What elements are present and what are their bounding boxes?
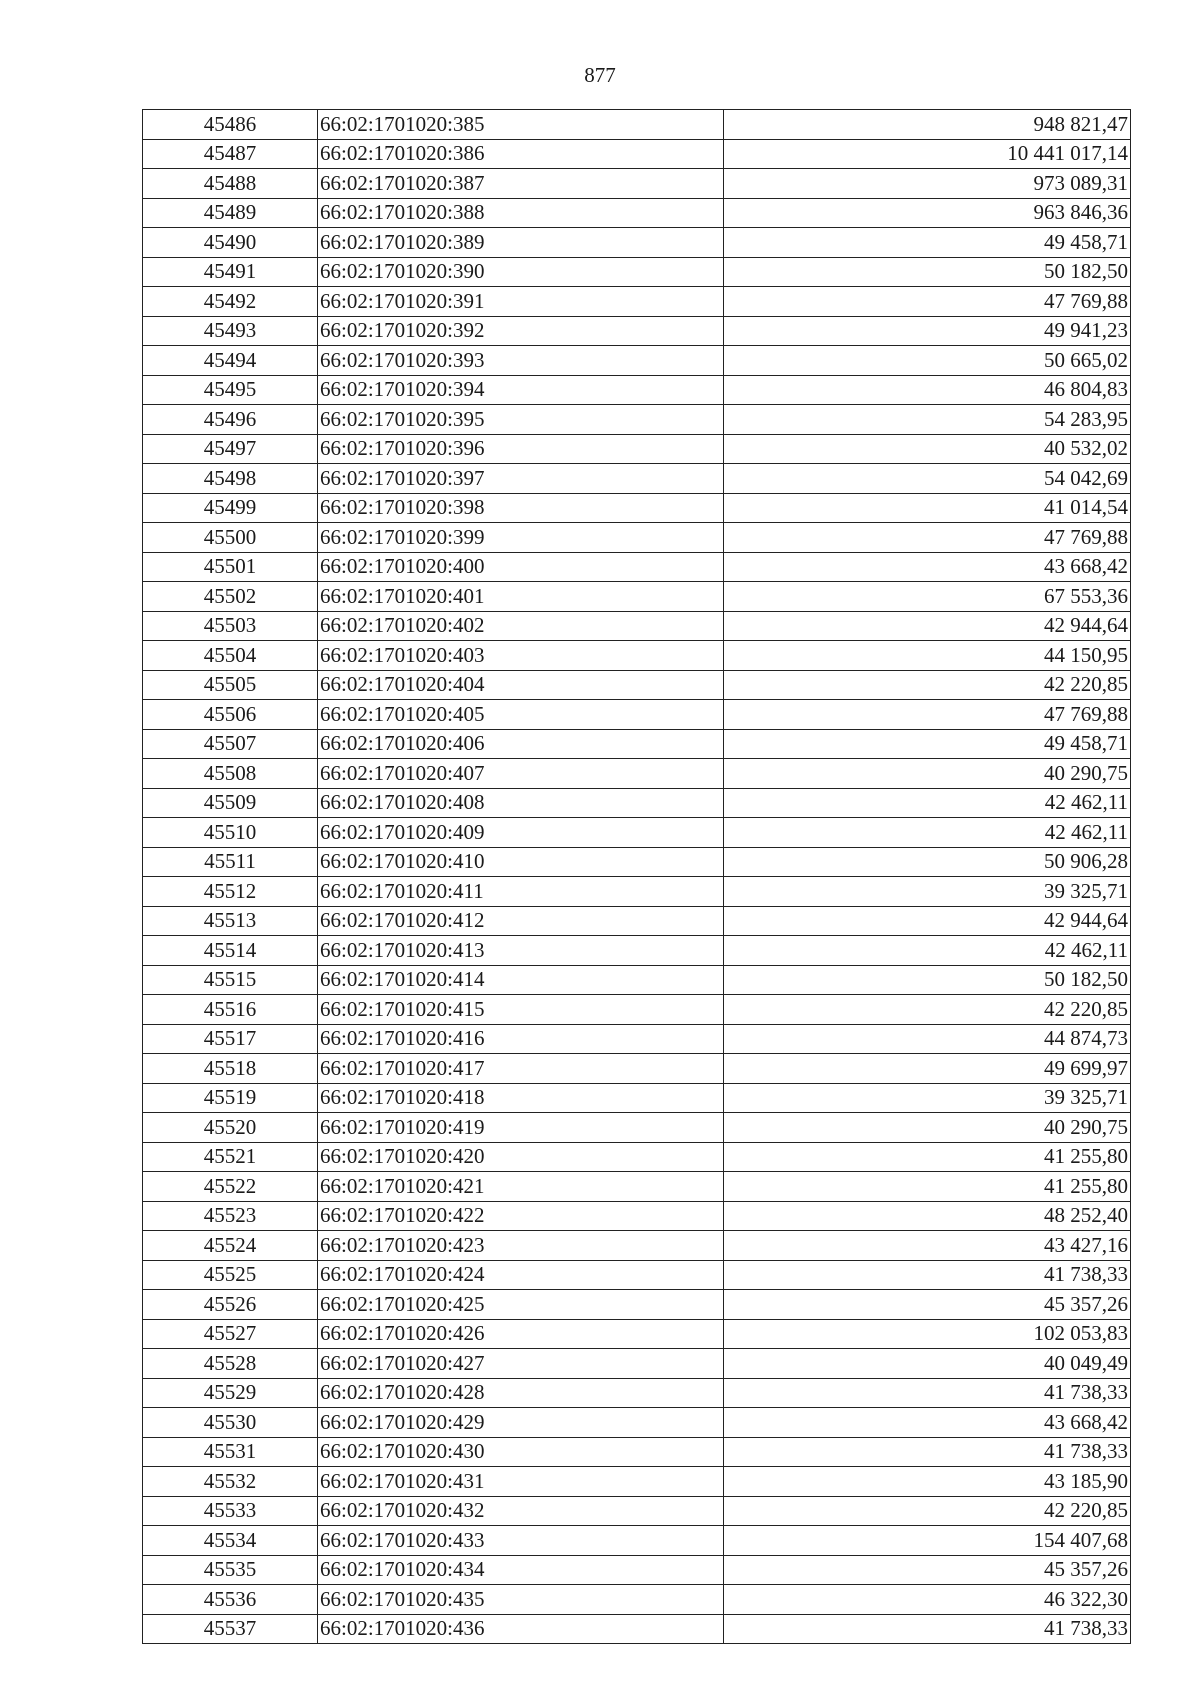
- cadastral-value-cell: 40 290,75: [724, 759, 1131, 789]
- cadastral-value-cell: 41 255,80: [724, 1142, 1131, 1172]
- table-row: [143, 1290, 1131, 1320]
- table-row: [143, 1172, 1131, 1202]
- cadastral-value-cell: 154 407,68: [724, 1526, 1131, 1556]
- table-row: [143, 110, 1131, 140]
- cadastral-number-cell: 66:02:1701020:415: [318, 995, 724, 1025]
- table-row: [143, 552, 1131, 582]
- row-number-cell: 45503: [143, 611, 318, 641]
- cadastral-number-cell: 66:02:1701020:434: [318, 1555, 724, 1585]
- cadastral-value-cell: 47 769,88: [724, 700, 1131, 730]
- cadastral-value-cell: 47 769,88: [724, 523, 1131, 553]
- cadastral-value-cell: 42 462,11: [724, 788, 1131, 818]
- cadastral-value-cell: 102 053,83: [724, 1319, 1131, 1349]
- cadastral-value-cell: 67 553,36: [724, 582, 1131, 612]
- table-row: [143, 1083, 1131, 1113]
- cadastral-number-cell: 66:02:1701020:429: [318, 1408, 724, 1438]
- cadastral-number-cell: 66:02:1701020:423: [318, 1231, 724, 1261]
- cadastral-number-cell: 66:02:1701020:420: [318, 1142, 724, 1172]
- table-row: [143, 1054, 1131, 1084]
- row-number-cell: 45527: [143, 1319, 318, 1349]
- row-number-cell: 45519: [143, 1083, 318, 1113]
- table-row: [143, 1260, 1131, 1290]
- row-number-cell: 45493: [143, 316, 318, 346]
- cadastral-number-cell: 66:02:1701020:406: [318, 729, 724, 759]
- cadastral-number-cell: 66:02:1701020:431: [318, 1467, 724, 1497]
- row-number-cell: 45522: [143, 1172, 318, 1202]
- cadastral-number-cell: 66:02:1701020:390: [318, 257, 724, 287]
- cadastral-value-cell: 973 089,31: [724, 169, 1131, 199]
- row-number-cell: 45489: [143, 198, 318, 228]
- cadastral-value-cell: 50 665,02: [724, 346, 1131, 376]
- cadastral-number-cell: 66:02:1701020:411: [318, 877, 724, 907]
- row-number-cell: 45488: [143, 169, 318, 199]
- row-number-cell: 45512: [143, 877, 318, 907]
- row-number-cell: 45505: [143, 670, 318, 700]
- cadastral-number-cell: 66:02:1701020:426: [318, 1319, 724, 1349]
- cadastral-value-cell: 948 821,47: [724, 110, 1131, 140]
- cadastral-number-cell: 66:02:1701020:419: [318, 1113, 724, 1143]
- row-number-cell: 45535: [143, 1555, 318, 1585]
- row-number-cell: 45521: [143, 1142, 318, 1172]
- table-row: [143, 1319, 1131, 1349]
- cadastral-number-cell: 66:02:1701020:422: [318, 1201, 724, 1231]
- cadastral-number-cell: 66:02:1701020:435: [318, 1585, 724, 1615]
- table-row: [143, 464, 1131, 494]
- cadastral-number-cell: 66:02:1701020:414: [318, 965, 724, 995]
- row-number-cell: 45504: [143, 641, 318, 671]
- row-number-cell: 45533: [143, 1496, 318, 1526]
- cadastral-value-cell: 40 532,02: [724, 434, 1131, 464]
- cadastral-value-cell: 41 738,33: [724, 1437, 1131, 1467]
- row-number-cell: 45508: [143, 759, 318, 789]
- cadastral-number-cell: 66:02:1701020:389: [318, 228, 724, 258]
- table-row: [143, 847, 1131, 877]
- row-number-cell: 45520: [143, 1113, 318, 1143]
- cadastral-value-cell: 963 846,36: [724, 198, 1131, 228]
- table-row: [143, 670, 1131, 700]
- cadastral-number-cell: 66:02:1701020:436: [318, 1614, 724, 1644]
- table-row: [143, 1555, 1131, 1585]
- cadastral-value-cell: 42 220,85: [724, 670, 1131, 700]
- table-body: [143, 110, 1131, 1644]
- row-number-cell: 45491: [143, 257, 318, 287]
- row-number-cell: 45513: [143, 906, 318, 936]
- cadastral-number-cell: 66:02:1701020:388: [318, 198, 724, 228]
- table-row: [143, 375, 1131, 405]
- cadastral-value-cell: 42 220,85: [724, 1496, 1131, 1526]
- cadastral-value-cell: 39 325,71: [724, 877, 1131, 907]
- row-number-cell: 45510: [143, 818, 318, 848]
- table-row: [143, 405, 1131, 435]
- cadastral-number-cell: 66:02:1701020:397: [318, 464, 724, 494]
- cadastral-value-cell: 44 150,95: [724, 641, 1131, 671]
- row-number-cell: 45531: [143, 1437, 318, 1467]
- cadastral-value-cell: 47 769,88: [724, 287, 1131, 317]
- table-row: [143, 818, 1131, 848]
- table-row: [143, 582, 1131, 612]
- cadastral-number-cell: 66:02:1701020:425: [318, 1290, 724, 1320]
- cadastral-value-cell: 54 283,95: [724, 405, 1131, 435]
- cadastral-value-table: [142, 109, 1131, 1644]
- table-row: [143, 1526, 1131, 1556]
- cadastral-value-cell: 42 462,11: [724, 818, 1131, 848]
- row-number-cell: 45486: [143, 110, 318, 140]
- row-number-cell: 45502: [143, 582, 318, 612]
- cadastral-value-cell: 45 357,26: [724, 1290, 1131, 1320]
- row-number-cell: 45518: [143, 1054, 318, 1084]
- row-number-cell: 45500: [143, 523, 318, 553]
- row-number-cell: 45494: [143, 346, 318, 376]
- table-row: [143, 1231, 1131, 1261]
- cadastral-number-cell: 66:02:1701020:403: [318, 641, 724, 671]
- cadastral-value-cell: 41 738,33: [724, 1614, 1131, 1644]
- row-number-cell: 45530: [143, 1408, 318, 1438]
- row-number-cell: 45532: [143, 1467, 318, 1497]
- cadastral-value-cell: 43 427,16: [724, 1231, 1131, 1261]
- cadastral-value-cell: 49 458,71: [724, 228, 1131, 258]
- table-row: [143, 936, 1131, 966]
- cadastral-value-cell: 42 944,64: [724, 906, 1131, 936]
- row-number-cell: 45515: [143, 965, 318, 995]
- table-row: [143, 1024, 1131, 1054]
- table-row: [143, 1585, 1131, 1615]
- cadastral-number-cell: 66:02:1701020:402: [318, 611, 724, 641]
- cadastral-value-cell: 42 462,11: [724, 936, 1131, 966]
- cadastral-number-cell: 66:02:1701020:410: [318, 847, 724, 877]
- row-number-cell: 45516: [143, 995, 318, 1025]
- cadastral-value-cell: 49 699,97: [724, 1054, 1131, 1084]
- row-number-cell: 45499: [143, 493, 318, 523]
- table-row: [143, 729, 1131, 759]
- cadastral-number-cell: 66:02:1701020:398: [318, 493, 724, 523]
- cadastral-value-cell: 54 042,69: [724, 464, 1131, 494]
- cadastral-number-cell: 66:02:1701020:396: [318, 434, 724, 464]
- cadastral-value-cell: 50 182,50: [724, 965, 1131, 995]
- cadastral-number-cell: 66:02:1701020:385: [318, 110, 724, 140]
- cadastral-number-cell: 66:02:1701020:400: [318, 552, 724, 582]
- cadastral-number-cell: 66:02:1701020:412: [318, 906, 724, 936]
- table-row: [143, 700, 1131, 730]
- cadastral-number-cell: 66:02:1701020:394: [318, 375, 724, 405]
- cadastral-value-cell: 41 014,54: [724, 493, 1131, 523]
- cadastral-number-cell: 66:02:1701020:408: [318, 788, 724, 818]
- row-number-cell: 45525: [143, 1260, 318, 1290]
- row-number-cell: 45506: [143, 700, 318, 730]
- cadastral-number-cell: 66:02:1701020:413: [318, 936, 724, 966]
- cadastral-value-cell: 41 738,33: [724, 1260, 1131, 1290]
- table-row: [143, 1614, 1131, 1644]
- cadastral-value-cell: 50 182,50: [724, 257, 1131, 287]
- table-row: [143, 198, 1131, 228]
- cadastral-number-cell: 66:02:1701020:404: [318, 670, 724, 700]
- cadastral-value-cell: 42 220,85: [724, 995, 1131, 1025]
- table-row: [143, 906, 1131, 936]
- cadastral-value-cell: 41 255,80: [724, 1172, 1131, 1202]
- row-number-cell: 45534: [143, 1526, 318, 1556]
- cadastral-value-cell: 10 441 017,14: [724, 139, 1131, 169]
- row-number-cell: 45517: [143, 1024, 318, 1054]
- table-row: [143, 611, 1131, 641]
- cadastral-number-cell: 66:02:1701020:401: [318, 582, 724, 612]
- table-row: [143, 169, 1131, 199]
- table-row: [143, 1378, 1131, 1408]
- cadastral-value-cell: 41 738,33: [724, 1378, 1131, 1408]
- row-number-cell: 45507: [143, 729, 318, 759]
- cadastral-value-cell: 50 906,28: [724, 847, 1131, 877]
- row-number-cell: 45528: [143, 1349, 318, 1379]
- table-row: [143, 1437, 1131, 1467]
- cadastral-value-cell: 46 804,83: [724, 375, 1131, 405]
- page-number: 877: [584, 63, 616, 87]
- table-row: [143, 965, 1131, 995]
- cadastral-number-cell: 66:02:1701020:392: [318, 316, 724, 346]
- cadastral-number-cell: 66:02:1701020:416: [318, 1024, 724, 1054]
- row-number-cell: 45495: [143, 375, 318, 405]
- cadastral-number-cell: 66:02:1701020:432: [318, 1496, 724, 1526]
- table-row: [143, 877, 1131, 907]
- cadastral-value-cell: 49 941,23: [724, 316, 1131, 346]
- row-number-cell: 45496: [143, 405, 318, 435]
- cadastral-number-cell: 66:02:1701020:409: [318, 818, 724, 848]
- table-row: [143, 316, 1131, 346]
- row-number-cell: 45501: [143, 552, 318, 582]
- row-number-cell: 45498: [143, 464, 318, 494]
- cadastral-value-cell: 49 458,71: [724, 729, 1131, 759]
- table-row: [143, 257, 1131, 287]
- cadastral-number-cell: 66:02:1701020:407: [318, 759, 724, 789]
- cadastral-number-cell: 66:02:1701020:395: [318, 405, 724, 435]
- row-number-cell: 45490: [143, 228, 318, 258]
- cadastral-value-cell: 46 322,30: [724, 1585, 1131, 1615]
- table-row: [143, 995, 1131, 1025]
- row-number-cell: 45526: [143, 1290, 318, 1320]
- cadastral-value-cell: 40 049,49: [724, 1349, 1131, 1379]
- cadastral-value-cell: 40 290,75: [724, 1113, 1131, 1143]
- row-number-cell: 45536: [143, 1585, 318, 1615]
- row-number-cell: 45514: [143, 936, 318, 966]
- cadastral-number-cell: 66:02:1701020:428: [318, 1378, 724, 1408]
- table-row: [143, 788, 1131, 818]
- row-number-cell: 45497: [143, 434, 318, 464]
- table-row: [143, 523, 1131, 553]
- cadastral-number-cell: 66:02:1701020:387: [318, 169, 724, 199]
- cadastral-number-cell: 66:02:1701020:418: [318, 1083, 724, 1113]
- cadastral-number-cell: 66:02:1701020:393: [318, 346, 724, 376]
- cadastral-number-cell: 66:02:1701020:430: [318, 1437, 724, 1467]
- table-row: [143, 346, 1131, 376]
- table-row: [143, 1142, 1131, 1172]
- cadastral-value-cell: 45 357,26: [724, 1555, 1131, 1585]
- row-number-cell: 45492: [143, 287, 318, 317]
- table-row: [143, 1408, 1131, 1438]
- cadastral-value-cell: 43 185,90: [724, 1467, 1131, 1497]
- row-number-cell: 45537: [143, 1614, 318, 1644]
- table-row: [143, 759, 1131, 789]
- table-row: [143, 1467, 1131, 1497]
- cadastral-value-cell: 48 252,40: [724, 1201, 1131, 1231]
- row-number-cell: 45487: [143, 139, 318, 169]
- cadastral-number-cell: 66:02:1701020:405: [318, 700, 724, 730]
- table-row: [143, 1113, 1131, 1143]
- row-number-cell: 45523: [143, 1201, 318, 1231]
- cadastral-value-cell: 42 944,64: [724, 611, 1131, 641]
- cadastral-value-cell: 44 874,73: [724, 1024, 1131, 1054]
- table-row: [143, 139, 1131, 169]
- row-number-cell: 45509: [143, 788, 318, 818]
- cadastral-value-cell: 43 668,42: [724, 1408, 1131, 1438]
- table-row: [143, 1349, 1131, 1379]
- row-number-cell: 45524: [143, 1231, 318, 1261]
- row-number-cell: 45511: [143, 847, 318, 877]
- table-row: [143, 287, 1131, 317]
- cadastral-number-cell: 66:02:1701020:433: [318, 1526, 724, 1556]
- cadastral-value-cell: 43 668,42: [724, 552, 1131, 582]
- table-row: [143, 1201, 1131, 1231]
- cadastral-number-cell: 66:02:1701020:417: [318, 1054, 724, 1084]
- cadastral-number-cell: 66:02:1701020:427: [318, 1349, 724, 1379]
- table-row: [143, 434, 1131, 464]
- cadastral-number-cell: 66:02:1701020:421: [318, 1172, 724, 1202]
- cadastral-value-cell: 39 325,71: [724, 1083, 1131, 1113]
- table-row: [143, 228, 1131, 258]
- table-row: [143, 1496, 1131, 1526]
- table-row: [143, 493, 1131, 523]
- row-number-cell: 45529: [143, 1378, 318, 1408]
- cadastral-number-cell: 66:02:1701020:424: [318, 1260, 724, 1290]
- cadastral-number-cell: 66:02:1701020:391: [318, 287, 724, 317]
- cadastral-number-cell: 66:02:1701020:399: [318, 523, 724, 553]
- cadastral-number-cell: 66:02:1701020:386: [318, 139, 724, 169]
- table-row: [143, 641, 1131, 671]
